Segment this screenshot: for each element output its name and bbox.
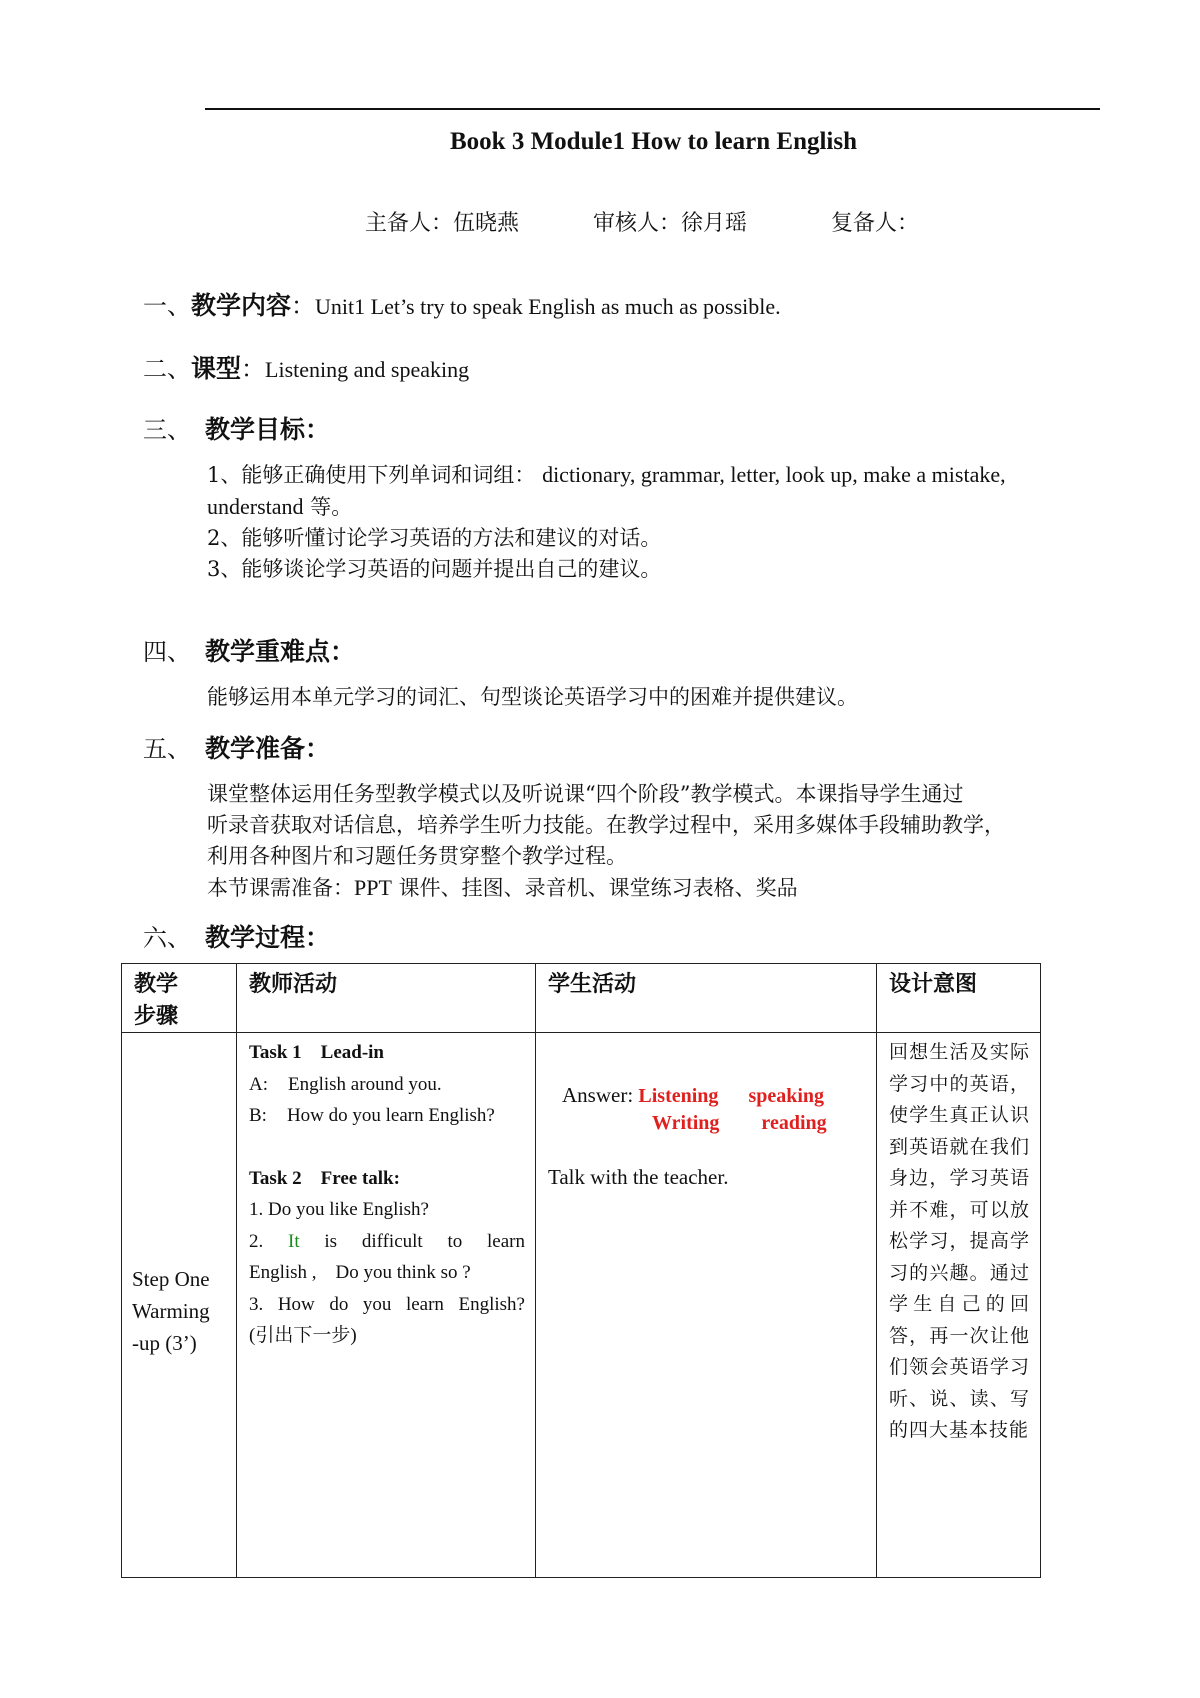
section-number: 二、	[143, 355, 191, 383]
skill-speaking: speaking	[748, 1085, 825, 1107]
q-word: is	[324, 1230, 338, 1252]
item-label: A:	[249, 1073, 268, 1095]
section-number: 三、	[143, 416, 191, 444]
objective-item: 3、能够谈论学习英语的问题并提出自己的建议。	[207, 557, 662, 581]
student-activity-cell	[536, 1033, 877, 1578]
materials-ppt: PPT	[354, 875, 392, 900]
section-objectives	[143, 410, 330, 446]
header-student	[536, 964, 877, 1033]
task-1-title: Task 1 Lead-in	[249, 1042, 384, 1063]
teacher-activity-cell	[237, 1033, 536, 1578]
q-word: English?	[458, 1293, 525, 1315]
step-name: Step One	[132, 1267, 210, 1291]
objective-item	[207, 459, 1100, 491]
preparation-line: 课堂整体运用任务型教学模式以及听说课“四个阶段”教学模式。本课指导学生通过	[207, 782, 964, 806]
header-step	[122, 964, 237, 1033]
q-word: to	[447, 1230, 463, 1252]
heading-colon: ：	[241, 355, 266, 383]
q-word: learn	[405, 1293, 444, 1315]
item-text: How do you learn English?	[286, 1105, 495, 1126]
preparation-line: 利用各种图片和习题任务贯穿整个教学过程。	[207, 844, 627, 868]
q-word: you	[362, 1293, 392, 1315]
q-word: How	[277, 1293, 315, 1315]
q-word-highlight: It	[288, 1230, 300, 1252]
header-design-label: 设计意图	[889, 971, 978, 997]
task-1-b	[249, 1100, 525, 1132]
section-heading: 教学过程：	[205, 923, 331, 952]
objective-item	[207, 491, 1100, 523]
section-number: 四、	[143, 638, 191, 666]
question-3-note: (引出下一步)	[249, 1325, 357, 1346]
header-rule	[205, 108, 1100, 110]
q-word: learn	[487, 1230, 525, 1252]
section-heading: 教学重难点：	[205, 637, 356, 666]
section-lesson-type	[143, 349, 469, 385]
section-key-points	[143, 632, 355, 668]
objective-text: 1、能够正确使用下列单词和词组：	[207, 463, 536, 487]
document-title: Book 3 Module1 How to learn English	[450, 128, 857, 155]
answer-line-2	[548, 1110, 876, 1135]
section-number: 一、	[143, 292, 191, 320]
question-2	[249, 1226, 525, 1258]
materials-list: 课件、挂图、录音机、课堂练习表格、奖品	[398, 876, 798, 900]
co-author: 复备人：	[831, 211, 920, 236]
section-text: Unit1 Let’s try to speak English as much as possible.	[315, 294, 781, 319]
question-1: 1. Do you like English?	[249, 1199, 429, 1220]
header-student-label: 学生活动	[548, 971, 637, 997]
item-text: English around you.	[288, 1073, 442, 1095]
key-points-text	[207, 682, 1100, 713]
question-3	[249, 1289, 525, 1321]
section-heading: 教学目标：	[205, 415, 331, 444]
header-teacher-label: 教师活动	[249, 971, 338, 997]
header-teacher	[237, 964, 536, 1033]
step-name: Warming	[132, 1299, 210, 1323]
skill-reading: reading	[761, 1112, 827, 1134]
header-design	[877, 964, 1041, 1033]
process-table	[121, 963, 1041, 1578]
section-process	[143, 918, 330, 954]
q-word: 3.	[249, 1293, 264, 1315]
skill-writing: Writing	[652, 1112, 720, 1134]
objective-item: 2、能够听懂讨论学习英语的方法和建议的对话。	[207, 526, 662, 550]
main-author: 主备人：伍晓燕	[365, 211, 520, 236]
authors-line	[365, 206, 919, 237]
heading-colon: ：	[291, 292, 316, 320]
question-2-cont: English , Do you think so ?	[249, 1262, 471, 1283]
item-label: B:	[249, 1105, 267, 1126]
objective-text: 等。	[310, 495, 353, 519]
section-content	[143, 286, 781, 322]
section-number: 五、	[143, 735, 191, 763]
student-talk: Talk with the teacher.	[548, 1165, 729, 1189]
section-heading: 教学内容	[191, 291, 292, 320]
preparation-line: 听录音获取对话信息，培养学生听力技能。在教学过程中，采用多媒体手段辅助教学，	[207, 813, 1005, 837]
reviewer: 审核人：徐月瑶	[593, 211, 748, 236]
step-duration: -up (3’)	[132, 1331, 197, 1355]
q-word: difficult	[361, 1230, 423, 1252]
objective-words: understand	[207, 494, 304, 519]
section-text: Listening and speaking	[265, 357, 470, 382]
section-number: 六、	[143, 924, 191, 952]
preparation-materials	[207, 872, 1100, 904]
header-step-line: 步骤	[134, 1003, 179, 1029]
objective-words: dictionary, grammar, letter, look up, make a mistake,	[542, 462, 1006, 487]
header-step-line: 教学	[134, 971, 179, 997]
design-intent-text: 回想生活及实际学习中的英语，使学生真正认识到英语就在我们身边，学习英语并不难，可以放松学习，提高学习的兴趣。通过学生自己的回答，再一次让他们领会英语学习听、说、读、写的四大基本技能	[889, 1041, 1030, 1441]
section-heading: 教学准备：	[205, 734, 331, 763]
table-row	[122, 1033, 1041, 1578]
task-2-title: Task 2 Free talk:	[249, 1167, 400, 1189]
key-points-line: 能够运用本单元学习的词汇、句型谈论英语学习中的困难并提供建议。	[207, 685, 858, 709]
preparation-text	[207, 779, 1100, 904]
section-heading: 课型	[191, 354, 242, 383]
table-header-row	[122, 964, 1041, 1033]
task-1-a	[249, 1069, 525, 1101]
section-preparation	[143, 729, 330, 765]
q-word: 2.	[249, 1230, 264, 1252]
answer-line	[548, 1083, 876, 1108]
design-intent-cell	[877, 1033, 1041, 1578]
step-cell	[122, 1033, 237, 1578]
materials-label: 本节课需准备：	[207, 876, 354, 900]
answer-label: Answer:	[562, 1083, 634, 1107]
skill-listening: Listening	[638, 1085, 719, 1107]
q-word: do	[329, 1293, 349, 1315]
objectives-list	[207, 459, 1100, 585]
